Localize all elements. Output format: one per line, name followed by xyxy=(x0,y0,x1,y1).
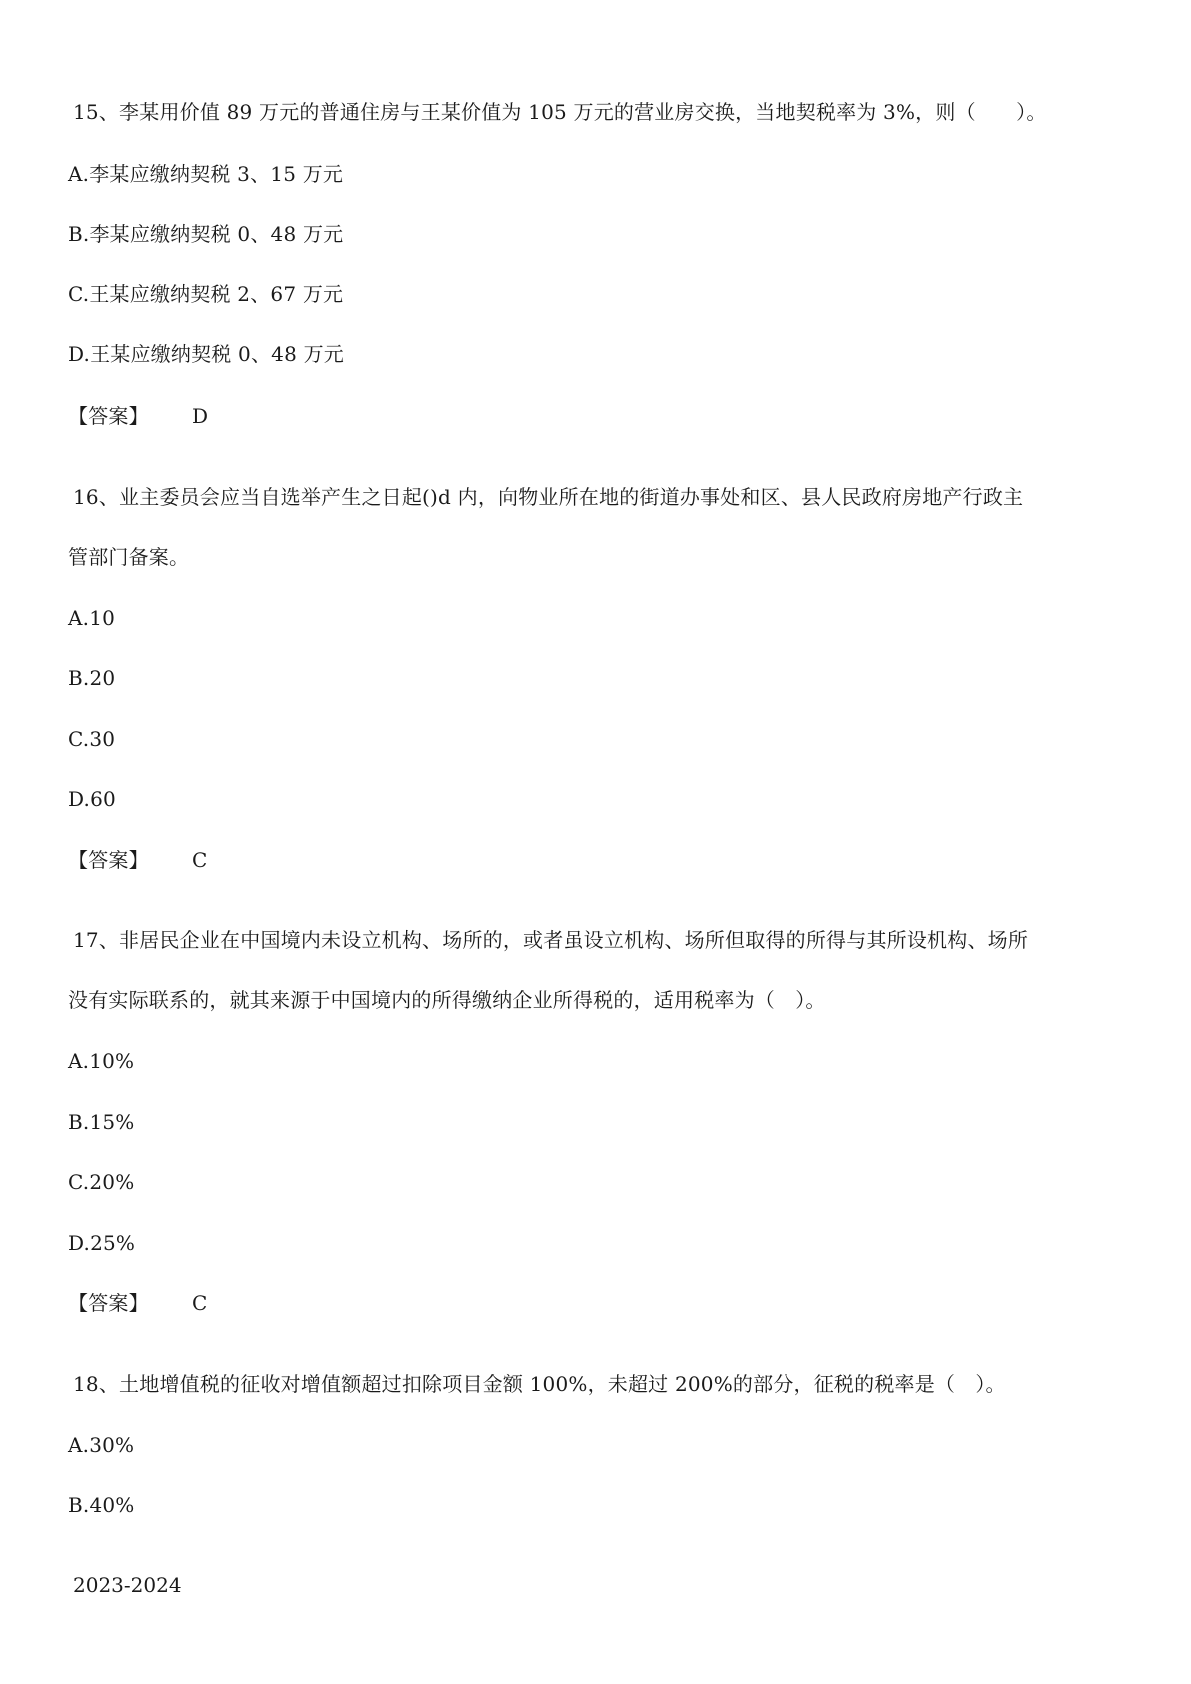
page-footer-year: 2023-2024 xyxy=(73,1573,182,1597)
question-16-option-d: D.60 xyxy=(68,787,116,811)
question-15-option-c: C.王某应缴纳契税 2、67 万元 xyxy=(68,282,344,306)
question-17-stem-line-1: 17、非居民企业在中国境内未设立机构、场所的，或者虽设立机构、场所但取得的所得与其所设机构、场所 xyxy=(73,928,1029,952)
answer-value: C xyxy=(192,1291,208,1315)
question-16-stem-line-1: 16、业主委员会应当自选举产生之日起()d 内，向物业所在地的街道办事处和区、县人民政府房地产行政主 xyxy=(73,485,1024,509)
question-18-option-b: B.40% xyxy=(68,1493,135,1517)
answer-label: 【答案】 xyxy=(68,848,149,872)
question-17-option-a: A.10% xyxy=(68,1049,135,1073)
question-15-option-b: B.李某应缴纳契税 0、48 万元 xyxy=(68,222,344,246)
question-17-stem-line-2: 没有实际联系的，就其来源于中国境内的所得缴纳企业所得税的，适用税率为（ ）。 xyxy=(68,988,826,1012)
question-18-stem: 18、土地增值税的征收对增值额超过扣除项目金额 100%，未超过 200%的部分，征税的税率是（ ）。 xyxy=(73,1372,1006,1396)
question-15-answer xyxy=(68,404,208,428)
question-18-option-a: A.30% xyxy=(68,1433,135,1457)
question-17-option-d: D.25% xyxy=(68,1231,136,1255)
answer-value: D xyxy=(192,404,209,428)
answer-label: 【答案】 xyxy=(68,404,149,428)
question-15-option-d: D.王某应缴纳契税 0、48 万元 xyxy=(68,342,344,366)
question-15-option-a: A.李某应缴纳契税 3、15 万元 xyxy=(68,162,344,186)
question-16-option-b: B.20 xyxy=(68,666,116,690)
question-15-stem: 15、李某用价值 89 万元的普通住房与王某价值为 105 万元的营业房交换，当地契税率为 3%，则（ ）。 xyxy=(73,100,1047,124)
question-16-stem-line-2: 管部门备案。 xyxy=(68,545,190,569)
question-16-option-c: C.30 xyxy=(68,727,116,751)
question-17-option-b: B.15% xyxy=(68,1110,135,1134)
question-16-option-a: A.10 xyxy=(68,606,116,630)
answer-label: 【答案】 xyxy=(68,1291,149,1315)
question-17-answer xyxy=(68,1291,208,1315)
question-16-answer xyxy=(68,848,208,872)
question-17-option-c: C.20% xyxy=(68,1170,135,1194)
answer-value: C xyxy=(192,848,208,872)
